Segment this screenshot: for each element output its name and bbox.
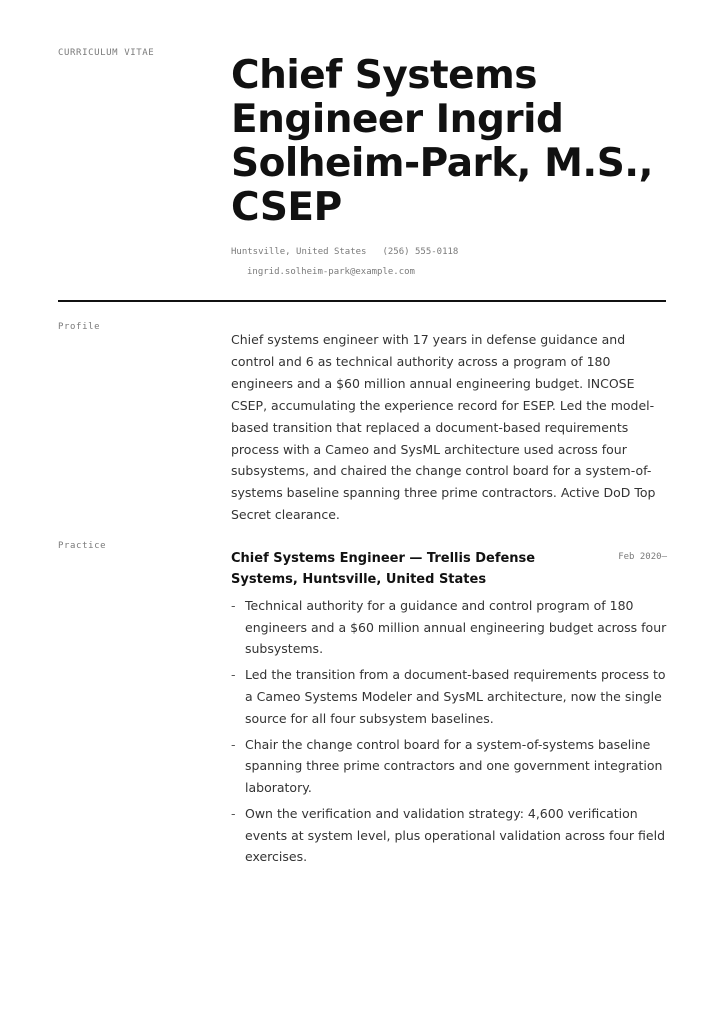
bullet-text: Chair the change control board for a system-of-systems baseline spanning three prime contractors and one government integration laboratory. [245, 736, 663, 795]
bullet-marker: - [231, 736, 236, 752]
email-link[interactable]: ingrid.solheim-park@example.com [247, 267, 415, 277]
bullet-text: Own the verification and validation strategy: 4,600 verification events at system level, plus operational validation across four field exercises. [245, 806, 666, 865]
list-item [231, 734, 667, 799]
bullet-text: Technical authority for a guidance and control program of 180 engineers and a $60 million annual engineering budget across four subsystems. [245, 598, 667, 657]
profile-section-label: Profile [58, 322, 101, 332]
list-item [231, 803, 667, 868]
contact-line [231, 242, 671, 262]
role-bullet-list [231, 595, 667, 873]
practice-section-label: Practice [58, 541, 107, 551]
role-title: Chief Systems Engineer — Trellis Defense Systems, Huntsville, United States [231, 551, 536, 587]
list-item [231, 664, 667, 729]
phone-text: (256) 555-0118 [382, 247, 459, 257]
role-header [231, 548, 667, 590]
document-label: CURRICULUM VITAE [58, 48, 155, 58]
section-divider [58, 300, 666, 302]
profile-summary: Chief systems engineer with 17 years in defense guidance and control and 6 as technical authority across a program of 180 engineers and a $60 million annual engineering budget. INCOSE CSEP, accumulating the experience record for ESEP. Led the model-based transition that replaced a document-based requirements process with a Cameo and SysML architecture used across four subsystems, and chaired the change control board for a system-of-systems baseline spanning three prime contractors. Active DoD Top Secret clearance. [231, 332, 656, 523]
list-item [231, 595, 667, 660]
location-text: Huntsville, United States [231, 247, 367, 257]
person-name-title: Chief Systems Engineer Ingrid Solheim-Park, M.S., CSEP [231, 53, 653, 230]
role-dates: Feb 2020– [618, 552, 667, 562]
bullet-marker: - [231, 806, 236, 822]
bullet-marker: - [231, 598, 236, 613]
bullet-marker: - [231, 667, 236, 683]
bullet-text: Led the transition from a document-based requirements process to a Cameo Systems Modeler and SysML architecture, now the single source for all four subsystem baselines. [245, 667, 666, 726]
contact-info [231, 242, 671, 282]
email-line [231, 262, 671, 282]
